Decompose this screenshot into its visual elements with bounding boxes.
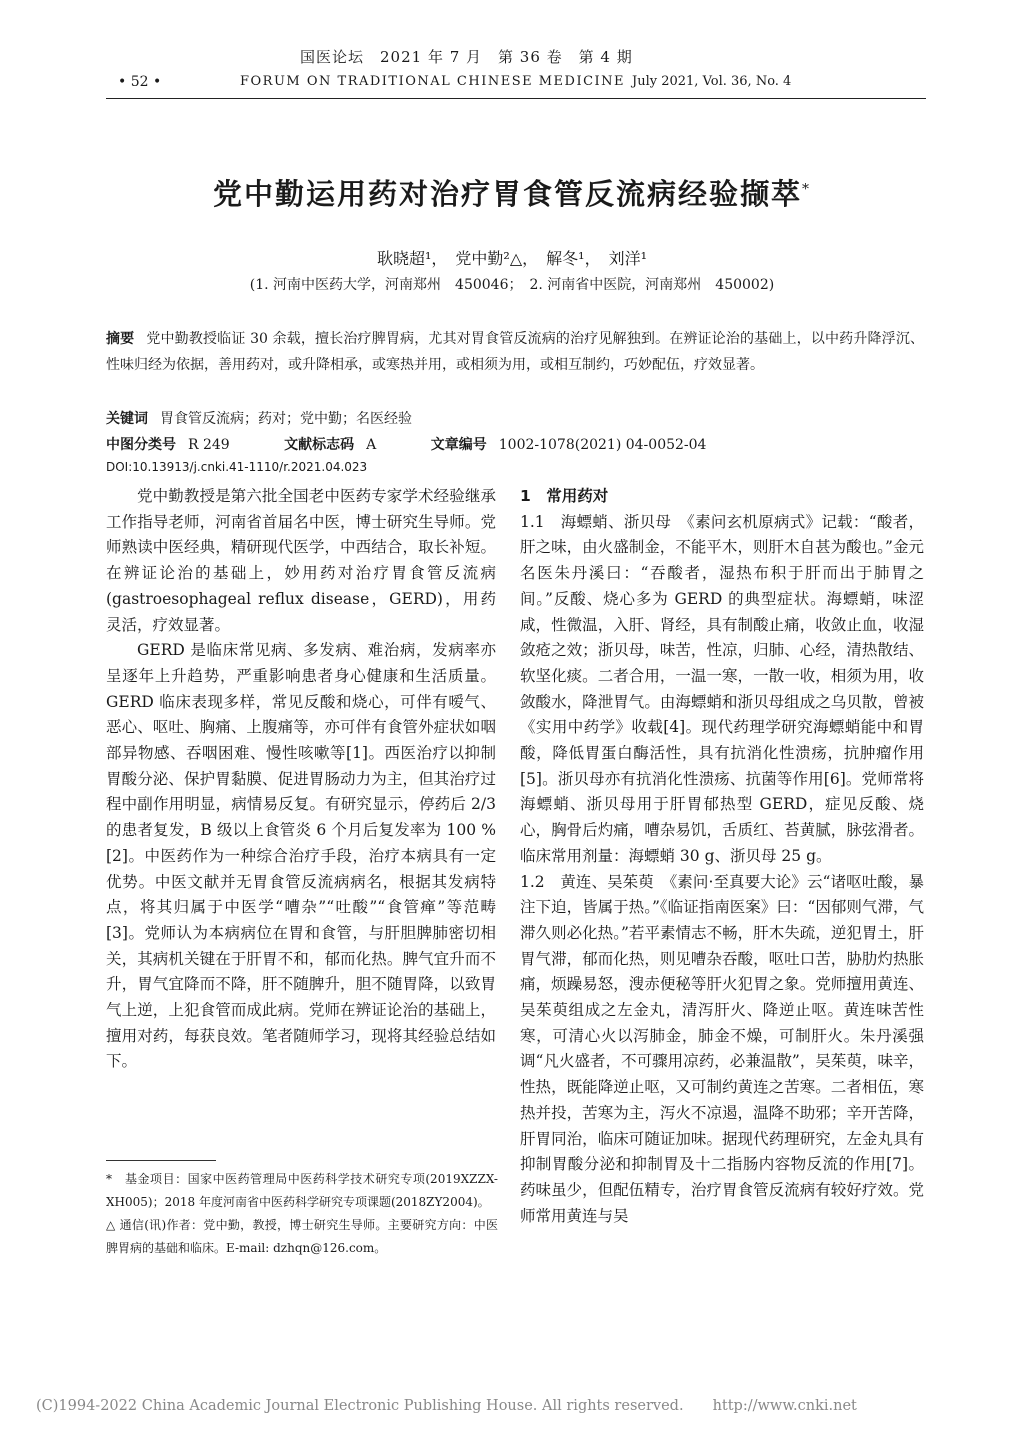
doc-code-label: 文献标志码 <box>284 437 355 453</box>
clc-label: 中图分类号 <box>106 437 176 453</box>
copyright-watermark: (C)1994-2022 China Academic Journal Electronic Publishing House. All rights reserved. http://www.cnki.net <box>36 1398 857 1414</box>
abstract-label: 摘要 <box>106 331 135 347</box>
title-text: 党中勤运用药对治疗胃食管反流病经验撷萃 <box>212 177 802 211</box>
abstract-text: 党中勤教授临证 30 余载，擅长治疗脾胃病，尤其对胃食管反流病的治疗见解独到。在辨证论治的基础上，以中药升降浮沉、性味归经为依据，善用药对，或升降相承，或寒热并用，或相须为用，或相互制约，巧妙配伍，疗效显著。 <box>106 331 925 373</box>
classification-line <box>106 434 924 454</box>
keywords-label: 关键词 <box>106 411 148 427</box>
keywords-text: 胃食管反流病；药对；党中勤；名医经验 <box>160 411 412 427</box>
keywords <box>106 408 924 428</box>
subsection-1-title: 1.1 海螵蛸、浙贝母 <box>520 512 672 531</box>
page-number: • 52 • <box>118 74 162 90</box>
subsection-2-title: 1.2 黄连、吴茱萸 <box>520 872 654 891</box>
footnote-funding: * 基金项目：国家中医药管理局中医药科学技术研究专项(2019XZZX-XH005)；2018 年度河南省中医药科学研究专项课题(2018ZY2004)。 <box>106 1172 498 1209</box>
header-rule <box>106 98 926 99</box>
clc-value: R 249 <box>188 437 230 453</box>
journal-date-en: July 2021, Vol. 36, No. 4 <box>632 74 792 89</box>
subsection-1 <box>520 510 924 870</box>
subsection-2 <box>520 870 924 1230</box>
article-number-value: 1002-1078(2021) 04-0052-04 <box>498 437 707 453</box>
journal-header-en: FORUM ON TRADITIONAL CHINESE MEDICINE <box>240 74 626 89</box>
footnote-rule <box>106 1160 216 1161</box>
title-footnote-mark: * <box>802 181 811 198</box>
intro-paragraph: GERD 是临床常见病、多发病、难治病，发病率亦呈逐年上升趋势，严重影响患者身心健康和生活质量。GERD 临床表现多样，常见反酸和烧心，可伴有嗳气、恶心、呕吐、胸痛、上腹痛等，亦可伴有食管外症状如咽部异物感、吞咽困难、慢性咳嗽等[1]。西医治疗以抑制胃酸分泌、保护胃黏膜、促进胃肠动力为主，但其治疗过程中副作用明显，病情易反复。有研究显示，停药后 2/3 的患者复发，B 级以上食管炎 6 个月后复发率为 100 %[2]。中医药作为一种综合治疗手段，治疗本病具有一定优势。中医文献并无胃食管反流病病名，根据其发病特点，将其归属于中医学“嘈杂”“吐酸”“食管瘅”等范畴[3]。党师认为本病病位在胃和食管，与肝胆脾肺密切相关，其病机关键在于肝胃不和，郁而化热。脾气宜升而不升，胃气宜降而不降，肝不随脾升，胆不随胃降，以致胃气上逆，上犯食管而成此病。党师在辨证论治的基础上，擅用对药，每获良效。笔者随师学习，现将其经验总结如下。 <box>106 641 496 1071</box>
article-title <box>0 172 1024 213</box>
article-number-label: 文章编号 <box>430 437 487 453</box>
subsection-2-text: 《素问·至真要大论》云“诸呕吐酸，暴注下迫，皆属于热。”《临证指南医案》曰：“因郁则气滞，气滞久则必化热。”若平素情志不畅，肝木失疏，逆犯胃土，肝胃气滞，郁而化热，则见嘈杂吞酸，呕吐口苦，胁肋灼热胀痛，烦躁易怒，溲赤便秘等肝火犯胃之象。党师擅用黄连、吴茱萸组成之左金丸，清泻肝火、降逆止呕。黄连味苦性寒，可清心火以泻肺金，肺金不燥，可制肝火。朱丹溪强调“凡火盛者，不可骤用凉药，必兼温散”，吴茱萸，味辛，性热，既能降逆止呕，又可制约黄连之苦寒。二者相伍，寒热并投，苦寒为主，泻火不凉遏，温降不助邪；辛开苦降，肝胃同治，临床可随证加味。据现代药理研究，左金丸具有抑制胃酸分泌和抑制胃及十二指肠内容物反流的作用[7]。药味虽少，但配伍精专，治疗胃食管反流病有较好疗效。党师常用黄连与吴 <box>520 872 924 1225</box>
affiliations: (1. 河南中医药大学，河南郑州 450046； 2. 河南省中医院，河南郑州 450002) <box>249 277 775 293</box>
journal-header-cn: 国医论坛 2021 年 7 月 第 36 卷 第 4 期 <box>300 48 633 66</box>
intro-paragraph: 党中勤教授是第六批全国老中医药专家学术经验继承工作指导老师，河南省首届名中医，博士研究生导师。党师熟读中医经典，精研现代医学，中西结合，取长补短。在辨证论治的基础上，妙用药对治疗胃食管反流病(gastroesophageal reflux disease，GERD)，用药灵活，疗效显著。 <box>106 487 496 634</box>
footnotes <box>106 1168 498 1260</box>
left-column <box>106 484 496 1075</box>
doc-code-value: A <box>366 437 377 453</box>
author-list: 耿晓超¹， 党中勤²△， 解冬¹， 刘洋¹ <box>377 249 647 268</box>
footnote-corresponding: △ 通信(讯)作者：党中勤，教授，博士研究生导师。主要研究方向：中医脾胃病的基础和临床。E-mail: dzhqn@126.com。 <box>106 1218 498 1255</box>
doi: DOI:10.13913/j.cnki.41-1110/r.2021.04.023 <box>106 460 368 474</box>
section-heading: 1 常用药对 <box>520 487 609 505</box>
right-column <box>520 484 924 1229</box>
subsection-1-text: 《素问玄机原病式》记载：“酸者，肝之味，由火盛制金，不能平木，则肝木自甚为酸也。”金元名医朱丹溪曰：“吞酸者，湿热布积于肝而出于肺胃之间。”反酸、烧心多为 GERD 的典型症状。海螵蛸，味涩咸，性微温，入肝、肾经，具有制酸止痛，收敛止血，收湿敛疮之效；浙贝母，味苦，性凉，归肺、心经，清热散结、软坚化痰。二者合用，一温一寒，一散一收，相须为用，收敛酸水，降泄胃气。由海螵蛸和浙贝母组成之乌贝散，曾被《实用中药学》收载[4]。现代药理学研究海螵蛸能中和胃酸，降低胃蛋白酶活性，具有抗消化性溃疡，抗肿瘤作用[5]。浙贝母亦有抗消化性溃疡、抗菌等作用[6]。党师常将海螵蛸、浙贝母用于肝胃郁热型 GERD，症见反酸、烧心，胸骨后灼痛，嘈杂易饥，舌质红、苔黄腻，脉弦滑者。临床常用剂量：海螵蛸 30 g、浙贝母 25 g。 <box>520 512 924 865</box>
abstract <box>106 326 924 378</box>
